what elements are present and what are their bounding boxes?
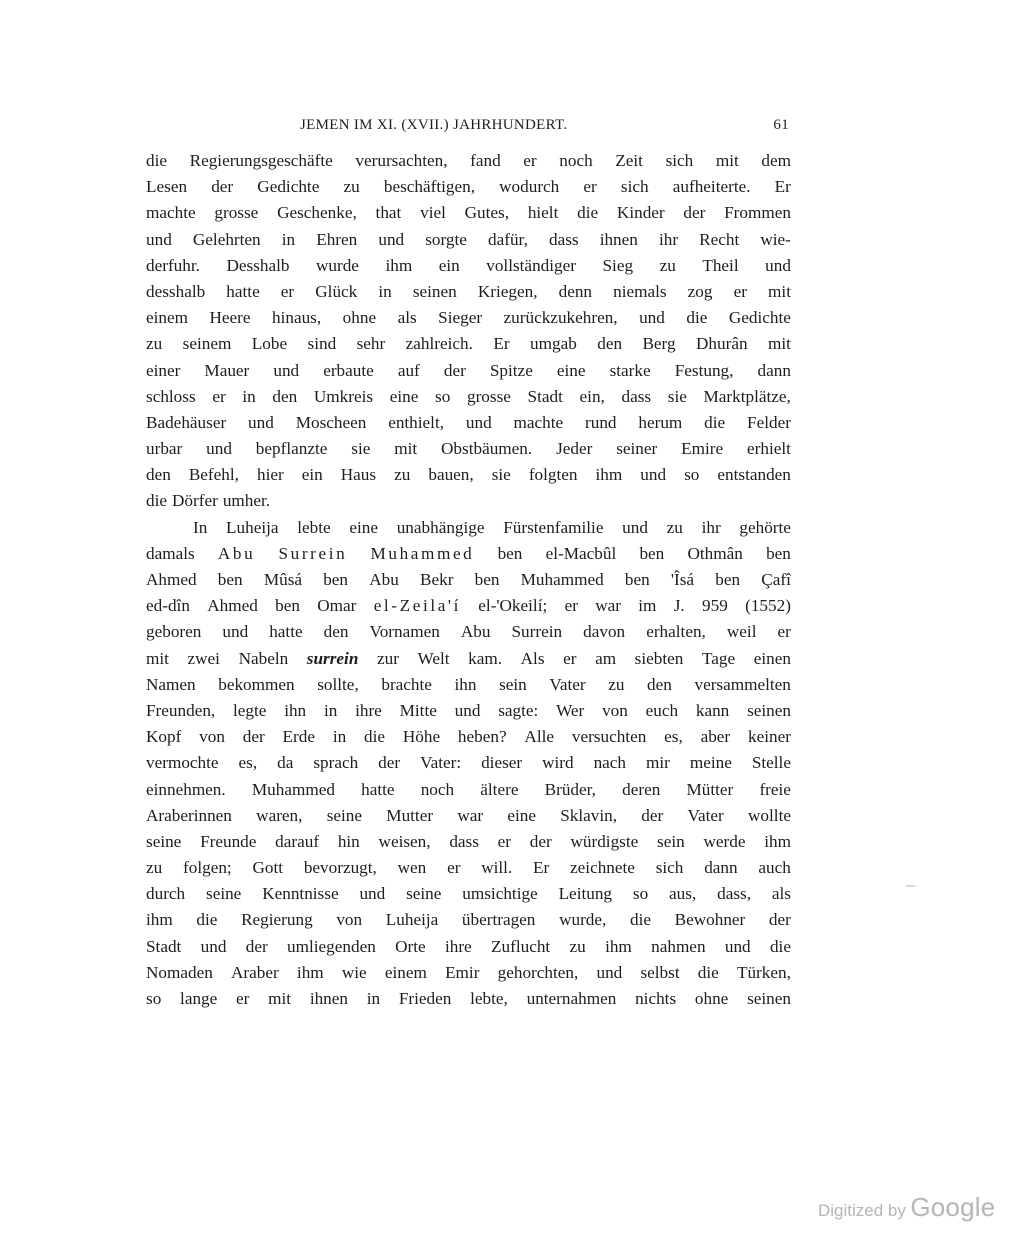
text-line: geboren und hatte den Vornamen Abu Surrein davon erhalten, weil er (146, 622, 791, 642)
text-line: ed-dîn Ahmed ben Omar el-Zeila'í el-'Okeilí; er war im J. 959 (1552) (146, 596, 791, 616)
text-line: desshalb hatte er Glück in seinen Kriegen, denn niemals zog er mit (146, 281, 791, 301)
text-line: Araberinnen waren, seine Mutter war eine Sklavin, der Vater wollte (146, 805, 791, 825)
text-line: damals Abu Surrein Muhammed ben el-Macbûl ben Othmân ben (146, 543, 791, 563)
text-line: vermochte es, da sprach der Vater: dieser wird nach mir meine Stelle (146, 753, 791, 773)
text-line: einem Heere hinaus, ohne als Sieger zurückzukehren, und die Gedichte (146, 308, 791, 328)
text-line: Lesen der Gedichte zu beschäftigen, wodurch er sich aufheiterte. Er (146, 177, 791, 197)
text-line: den Befehl, hier ein Haus zu bauen, sie folgten ihm und so entstanden (146, 465, 791, 485)
text-line: die Regierungsgeschäfte verursachten, fand er noch Zeit sich mit dem (146, 151, 791, 170)
text-line: und Gelehrten in Ehren und sorgte dafür, dass ihnen ihr Recht wie- (146, 229, 791, 249)
text-line: einer Mauer und erbaute auf der Spitze eine starke Festung, dann (146, 360, 791, 380)
text-line: derfuhr. Desshalb wurde ihm ein vollständiger Sieg zu Theil und (146, 255, 791, 275)
text-line: mit zwei Nabeln surrein zur Welt kam. Als er am siebten Tage einen (146, 648, 791, 668)
text-line: Stadt und der umliegenden Orte ihre Zuflucht zu ihm nahmen und die (146, 936, 791, 956)
text-line: Nomaden Araber ihm wie einem Emir gehorchten, und selbst die Türken, (146, 962, 791, 982)
text-line: zu seinem Lobe sind sehr zahlreich. Er umgab den Berg Dhurân mit (146, 334, 791, 354)
text-line: seine Freunde darauf hin weisen, dass er der würdigste sein werde ihm (146, 831, 791, 851)
running-title: JEMEN IM XI. (XVII.) JAHRHUNDERT. (300, 117, 568, 133)
text-line: Freunden, legte ihn in ihre Mitte und sagte: Wer von euch kann seinen (146, 700, 791, 720)
paragraph (146, 515, 791, 1013)
text-line: schloss er in den Umkreis eine so grosse Stadt ein, dass sie Marktplätze, (146, 386, 791, 406)
text-line: Namen bekommen sollte, brachte ihn sein Vater zu den versammelten (146, 674, 791, 694)
text-line: so lange er mit ihnen in Frieden lebte, unternahmen nichts ohne seinen (146, 989, 791, 1008)
text-line: urbar und bepflanzte sie mit Obstbäumen. Jeder seiner Emire erhielt (146, 439, 791, 459)
watermark-brand: Google (910, 1192, 996, 1222)
text-line: Kopf von der Erde in die Höhe heben? Alle versuchten es, aber keiner (146, 727, 791, 747)
text-line: die Dörfer umher. (146, 491, 271, 511)
text-line: Badehäuser und Moscheen enthielt, und machte rund herum die Felder (146, 412, 791, 432)
text-line: ihm die Regierung von Luheija übertragen wurde, die Bewohner der (146, 910, 791, 930)
running-head (146, 117, 791, 137)
paragraph (146, 148, 791, 515)
body-text (146, 148, 791, 1012)
watermark-prefix: Digitized by (818, 1201, 906, 1220)
text-line: einnehmen. Muhammed hatte noch ältere Brüder, deren Mütter freie (146, 779, 791, 799)
text-line: durch seine Kenntnisse und seine umsichtige Leitung so aus, dass, als (146, 884, 791, 904)
text-line: machte grosse Geschenke, that viel Gutes, hielt die Kinder der Frommen (146, 203, 791, 223)
digitized-by-google-watermark (818, 1192, 995, 1223)
text-line: In Luheija lebte eine unabhängige Fürstenfamilie und zu ihr gehörte (193, 517, 791, 537)
scan-speck (906, 885, 915, 887)
text-line: zu folgen; Gott bevorzugt, wen er will. Er zeichnete sich dann auch (146, 858, 791, 878)
text-line: Ahmed ben Mûsá ben Abu Bekr ben Muhammed ben 'Îsá ben Çafî (146, 570, 791, 589)
page-number: 61 (773, 117, 789, 133)
